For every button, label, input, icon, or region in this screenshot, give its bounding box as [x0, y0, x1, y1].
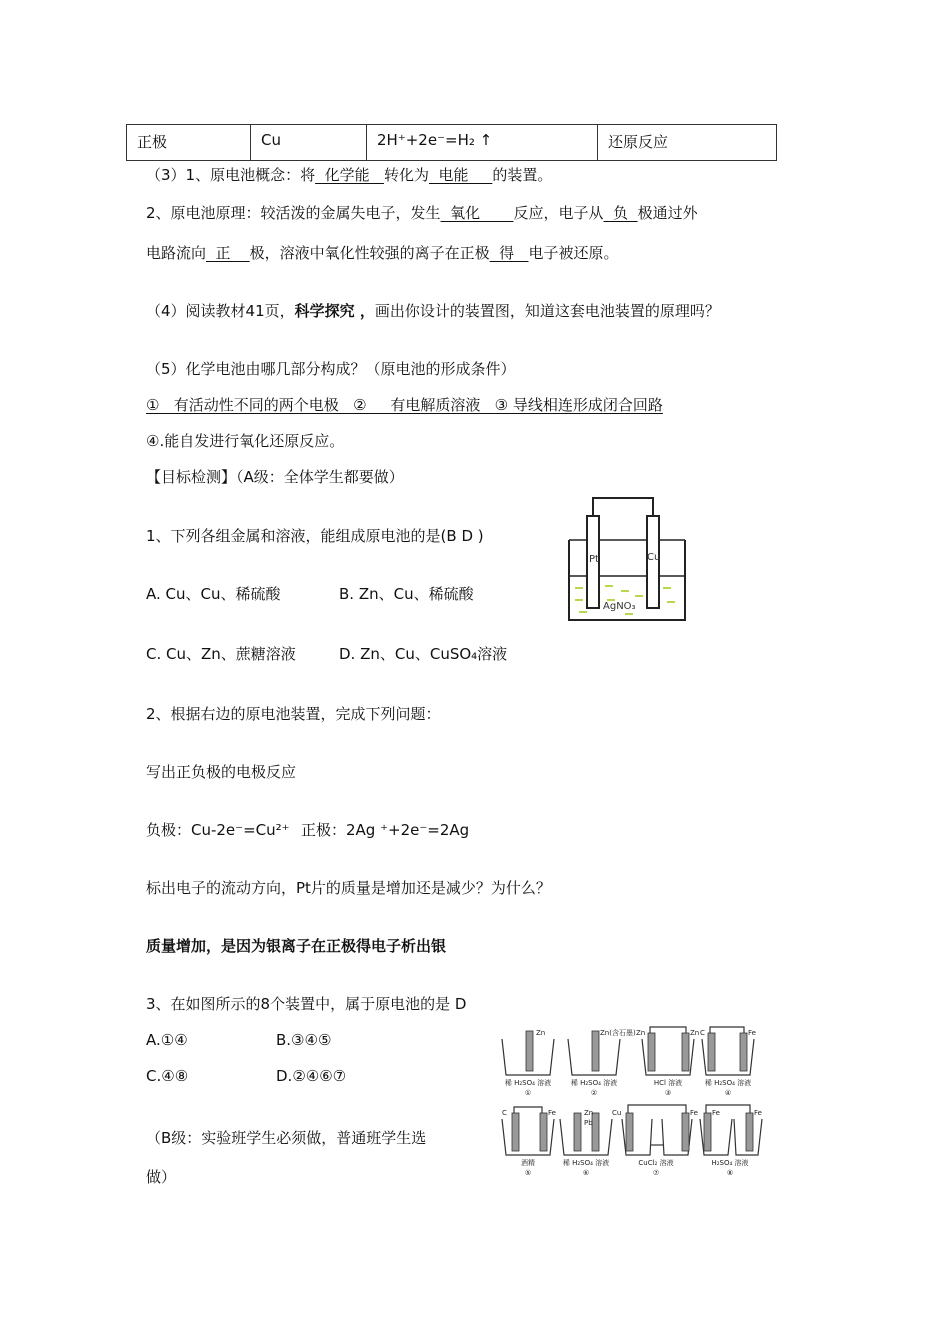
condition-3: ③ 导线相连形成闭合回路: [494, 396, 663, 414]
cu-label: Cu: [647, 552, 661, 563]
b-level-note: （B级：实验班学生必须做，普通班学生选: [146, 1129, 427, 1147]
section-heading: 【目标检测】（A级：全体学生都要做）: [146, 468, 404, 486]
device-number: ③: [664, 1089, 672, 1097]
device-number: ⑤: [524, 1169, 532, 1177]
question-1: 1、下列各组金属和溶液，能组成原电池的是(B D ): [146, 527, 484, 545]
condition-4: ④.能自发进行氧化还原反应。: [146, 432, 345, 450]
reaction-table: [126, 124, 777, 161]
text: （4）阅读教材41页，: [146, 302, 295, 320]
principle-line-1: [146, 206, 698, 221]
device-number: ⑦: [652, 1169, 660, 1177]
condition-2: ② 有电解质溶液: [353, 396, 495, 414]
conditions-line: [146, 398, 663, 413]
galvanic-cell-diagram: [563, 496, 691, 622]
device-number: ①: [524, 1089, 532, 1097]
negative-electrode-reaction: 负极：Cu-2e⁻=Cu²⁺: [146, 821, 290, 839]
label: C: [700, 1029, 705, 1037]
condition-1: ① 有活动性不同的两个电极: [146, 396, 354, 414]
table-row: [127, 125, 777, 161]
table-cell: 还原反应: [598, 125, 777, 161]
label: Zn: [584, 1109, 594, 1117]
text: （3）1、原电池概念：将: [146, 166, 316, 184]
label: Zn: [536, 1029, 546, 1037]
question-5: （5）化学电池由哪几部分构成？（原电池的形成条件）: [146, 360, 516, 378]
solution-label: 酒精: [521, 1159, 535, 1167]
solution-label: 稀 H₂SO₄ 溶液: [570, 1079, 618, 1087]
solution-label: HCl 溶液: [653, 1079, 683, 1087]
text: 电路流向: [146, 244, 207, 262]
bold-text: 科学探究 ，: [294, 302, 375, 320]
label: Pb: [584, 1119, 593, 1127]
solution-label: CuCl₂ 溶液: [638, 1159, 674, 1167]
fill-blank: 正: [206, 244, 250, 262]
fill-blank: 得: [489, 244, 529, 262]
option-b: B.③④⑤: [276, 1031, 332, 1049]
label: Zn: [636, 1029, 646, 1037]
solution-label: 稀 H₂SO₄ 溶液: [562, 1159, 610, 1167]
pt-label: Pt: [589, 554, 599, 565]
fill-blank: 氧化: [440, 204, 514, 222]
read-textbook-line: [146, 304, 720, 319]
text: 转化为: [383, 166, 429, 184]
instruction: 写出正负极的电极反应: [146, 763, 297, 781]
solution-label: H₂SO₄ 溶液: [711, 1159, 749, 1167]
option-d: D. Zn、Cu、CuSO₄溶液: [339, 645, 508, 663]
text: 的装置。: [492, 166, 553, 184]
label: C: [502, 1109, 507, 1117]
principle-line-2: [146, 246, 619, 261]
text: 2、原电池原理：较活泼的金属失电子，发生: [146, 204, 441, 222]
concept-line: [146, 168, 552, 183]
solution-label: 稀 H₂SO₄ 溶液: [704, 1079, 752, 1087]
label: Cu: [612, 1109, 622, 1117]
positive-electrode-reaction: 正极：2Ag ⁺+2e⁻=2Ag: [301, 821, 470, 839]
text: 极通过外: [637, 204, 698, 222]
fill-blank: 电能: [428, 166, 493, 184]
device-number: ⑧: [726, 1169, 734, 1177]
device-number: ⑥: [582, 1169, 590, 1177]
solution-label: 稀 H₂SO₄ 溶液: [504, 1079, 552, 1087]
fill-blank: 负: [603, 204, 638, 222]
solution-label: AgNO₃: [603, 601, 636, 612]
label: Zn(含石墨): [600, 1029, 636, 1037]
device-number: ④: [724, 1089, 732, 1097]
fill-blank: 化学能: [315, 166, 384, 184]
option-c: C.④⑧: [146, 1067, 189, 1085]
option-b: B. Zn、Cu、稀硫酸: [339, 585, 474, 603]
text: 极，溶液中氧化性较强的离子在正极: [249, 244, 490, 262]
device-number: ②: [590, 1089, 598, 1097]
option-a: A.①④: [146, 1031, 188, 1049]
option-c: C. Cu、Zn、蔗糖溶液: [146, 645, 296, 663]
table-cell: Cu: [251, 125, 367, 161]
text: 电子被还原。: [528, 244, 619, 262]
label: Fe: [754, 1109, 762, 1117]
option-d: D.②④⑥⑦: [276, 1067, 347, 1085]
answer: 质量增加，是因为银离子在正极得电子析出银: [146, 937, 447, 955]
electron-flow-question: 标出电子的流动方向，Pt片的质量是增加还是减少？为什么？: [146, 879, 551, 897]
text: 反应，电子从: [513, 204, 604, 222]
eight-devices-diagram: [500, 1025, 765, 1183]
label: Fe: [712, 1109, 720, 1117]
table-cell: 2H⁺+2e⁻=H₂ ↑: [367, 125, 598, 161]
text: 画出你设计的装置图，知道这套电池装置的原理吗？: [374, 302, 720, 320]
label: Fe: [748, 1029, 756, 1037]
b-level-note-cont: 做）: [146, 1168, 177, 1186]
question-3: 3、在如图所示的8个装置中，属于原电池的是 D: [146, 995, 467, 1013]
table-cell: 正极: [127, 125, 251, 161]
option-a: A. Cu、Cu、稀硫酸: [146, 585, 281, 603]
question-2: 2、根据右边的原电池装置，完成下列问题：: [146, 705, 441, 723]
label: Zn: [690, 1029, 700, 1037]
label: Fe: [548, 1109, 556, 1117]
label: Fe: [690, 1109, 698, 1117]
